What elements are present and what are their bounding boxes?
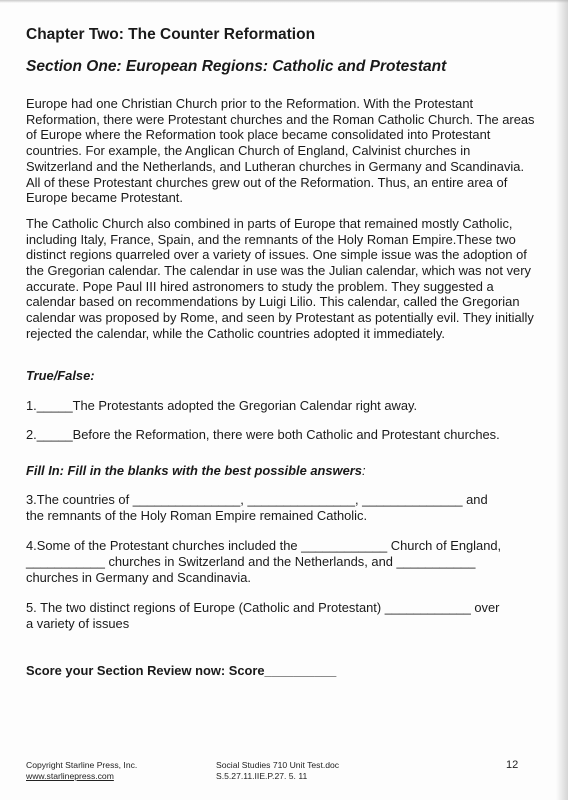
document-name: Social Studies 710 Unit Test.doc (216, 760, 340, 770)
question-line[interactable]: 3.The countries of _______________, _______________, ______________ and (26, 491, 488, 507)
question-number: 2. (26, 426, 37, 442)
page-right-edge-shadow (556, 0, 568, 800)
page-number: 12 (506, 759, 519, 771)
score-line[interactable]: Score your Section Review now: Score__________ (26, 662, 337, 678)
reading-paragraph-2: The Catholic Church also combined in parts of Europe that remained mostly Catholic, including Italy, France, Spain, and the remnants of the Holy Roman Empire.These two distinct regions quarreled over a variety of issues. One simple issue was the adoption of the Gregorian calendar. The calendar in use was the Julian calendar, which was not very accurate. Pope Paul III hired astronomers to study the problem. They suggested a calendar based on recommendations by Luigi Lilio. This calendar, called the Gregorian calendar was proposed by Rome, and seen by Protestant as potentially evil. They initially rejected the calendar, while the Catholic countries adopted it immediately. (26, 215, 534, 341)
question-text: The Protestants adopted the Gregorian Calendar right away. (72, 397, 418, 413)
answer-blank[interactable]: _____ (36, 397, 73, 413)
website-link[interactable]: www.starlinepress.com (26, 771, 114, 781)
question-number: 1. (26, 397, 37, 413)
page-content (26, 24, 536, 679)
fill-in-question-5 (26, 600, 536, 632)
document-code: S.5.27.11.IIE.P.27. 5. 11 (216, 771, 308, 781)
question-line: the remnants of the Holy Roman Empire remained Catholic. (26, 507, 368, 523)
question-line: a variety of issues (26, 615, 130, 631)
true-false-heading: True/False: (26, 367, 95, 383)
question-line[interactable]: 5. The two distinct regions of Europe (Catholic and Protestant) ____________ over (26, 599, 500, 615)
chapter-title: Chapter Two: The Counter Reformation (26, 26, 316, 43)
copyright-text: Copyright Starline Press, Inc. (26, 760, 138, 770)
fill-in-question-4 (26, 538, 536, 586)
question-text: Before the Reformation, there were both Catholic and Protestant churches. (72, 426, 500, 442)
fill-in-heading-colon: : (361, 462, 366, 478)
fill-in-question-3 (26, 492, 536, 524)
question-line[interactable]: ___________ churches in Switzerland and the Netherlands, and ___________ (26, 553, 476, 569)
footer-document-info (216, 760, 339, 782)
answer-blank[interactable]: _____ (36, 426, 73, 442)
question-line: churches in Germany and Scandinavia. (26, 569, 251, 585)
fill-in-heading-text: Fill In: Fill in the blanks with the best possible answers (26, 462, 362, 478)
fill-in-heading (26, 463, 536, 479)
page-top-edge (0, 0, 568, 3)
section-title: Section One: European Regions: Catholic and Protestant (26, 58, 447, 75)
question-line[interactable]: 4.Some of the Protestant churches included the ____________ Church of England, (26, 537, 502, 553)
footer-copyright (26, 760, 137, 782)
reading-paragraph-1: Europe had one Christian Church prior to the Reformation. With the Protestant Reformation, there were Protestant churches and the Roman Catholic Church. The areas of Europe where the Reformation took place became consolidated into Protestant countries. For example, the Anglican Church of England, Calvinist churches in Switzerland and the Netherlands, and Lutheran churches in Germany and Scandinavia. All of these Protestant churches grew out of the Reformation. Thus, an entire area of Europe became Protestant. (26, 96, 535, 206)
true-false-question-1 (26, 398, 536, 414)
true-false-question-2 (26, 427, 536, 443)
